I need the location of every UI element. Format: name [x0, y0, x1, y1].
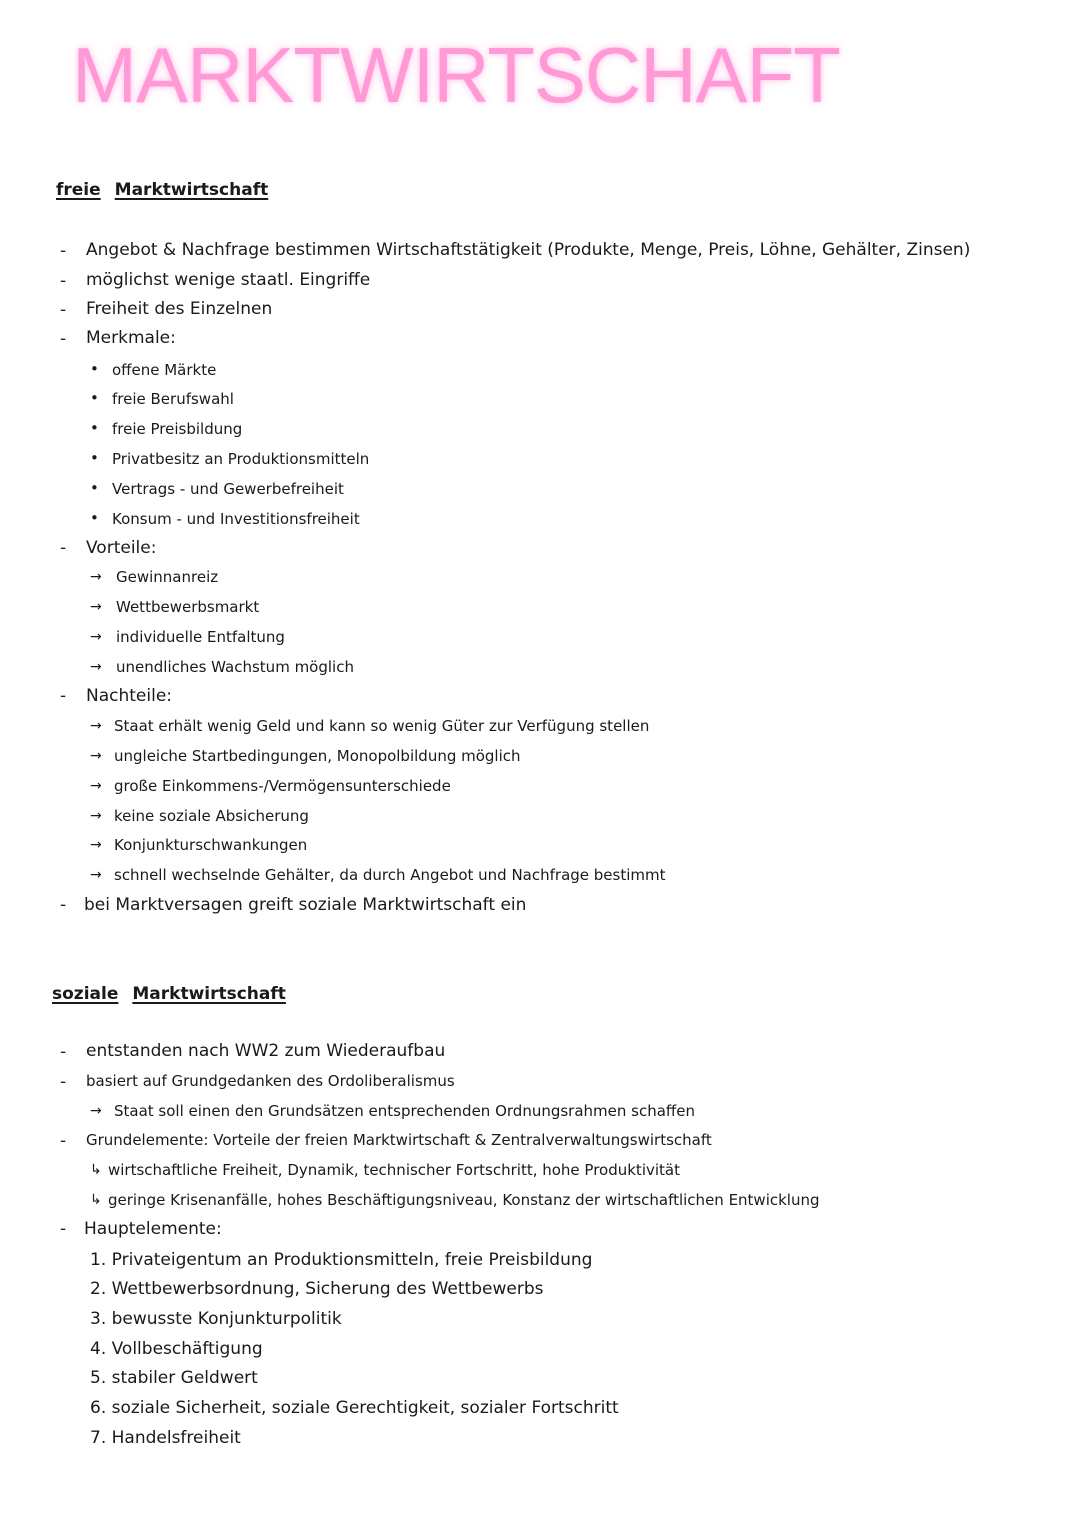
arrow-icon: →	[90, 659, 102, 675]
dash-bullet: -	[60, 1131, 67, 1151]
numbered-item: 5. stabiler Geldwert	[90, 1368, 258, 1388]
dash-bullet: -	[60, 271, 67, 291]
return-arrow-icon: ↳	[90, 1192, 102, 1208]
numbered-item: 6. soziale Sicherheit, soziale Gerechtigkeit, sozialer Fortschritt	[90, 1398, 619, 1418]
arrow-icon: →	[90, 718, 102, 734]
return-arrow-icon: ↳	[90, 1162, 102, 1178]
nachteil-item: keine soziale Absicherung	[114, 807, 309, 825]
nachteil-item: ungleiche Startbedingungen, Monopolbildung möglich	[114, 747, 521, 765]
arrow-icon: →	[90, 867, 102, 883]
nachteil-item: Staat erhält wenig Geld und kann so wenig Güter zur Verfügung stellen	[114, 717, 650, 735]
numbered-item: 7. Handelsfreiheit	[90, 1428, 241, 1448]
section-heading-freie	[56, 180, 268, 200]
merkmal-item: offene Märkte	[112, 361, 217, 379]
arrow-icon: →	[90, 808, 102, 824]
dash-bullet: -	[60, 1219, 67, 1239]
dash-bullet: -	[60, 1042, 67, 1062]
merkmal-item: freie Berufswahl	[112, 390, 234, 408]
dash-bullet: -	[60, 241, 67, 261]
hauptelemente-label: Hauptelemente:	[84, 1219, 222, 1239]
dot-bullet: •	[90, 389, 99, 407]
arrow-icon: →	[90, 778, 102, 794]
arrow-icon: →	[90, 837, 102, 853]
arrow-icon: →	[90, 599, 102, 615]
dot-bullet: •	[90, 449, 99, 467]
dash-bullet: -	[60, 895, 67, 915]
numbered-item: 4. Vollbeschäftigung	[90, 1339, 263, 1359]
heading-word-1: freie	[56, 180, 101, 200]
vorteil-item: Gewinnanreiz	[116, 568, 219, 586]
page-title: MARKTWIRTSCHAFT	[72, 31, 840, 119]
nachteil-item: große Einkommens-/Vermögensunterschiede	[114, 777, 451, 795]
list-item: Freiheit des Einzelnen	[86, 299, 273, 319]
arrow-icon: →	[90, 748, 102, 764]
merkmal-item: Privatbesitz an Produktionsmitteln	[112, 450, 370, 468]
vorteil-item: Wettbewerbsmarkt	[116, 598, 260, 616]
numbered-item: 3. bewusste Konjunkturpolitik	[90, 1309, 342, 1329]
section-heading-soziale	[52, 984, 286, 1004]
merkmal-item: Vertrags - und Gewerbefreiheit	[112, 480, 344, 498]
list-item: basiert auf Grundgedanken des Ordoliberalismus	[86, 1072, 455, 1090]
dash-bullet: -	[60, 300, 67, 320]
dash-bullet: -	[60, 329, 67, 349]
sub-item: geringe Krisenanfälle, hohes Beschäftigungsniveau, Konstanz der wirtschaftlichen Entwicklung	[108, 1191, 820, 1209]
nachteil-item: Konjunkturschwankungen	[114, 836, 308, 854]
dash-bullet: -	[60, 538, 67, 558]
list-item: Grundelemente: Vorteile der freien Marktwirtschaft & Zentralverwaltungswirtschaft	[86, 1131, 712, 1149]
list-item: bei Marktversagen greift soziale Marktwirtschaft ein	[84, 895, 527, 915]
list-item: entstanden nach WW2 zum Wiederaufbau	[86, 1041, 446, 1061]
merkmale-label: Merkmale:	[86, 328, 176, 348]
vorteil-item: individuelle Entfaltung	[116, 628, 285, 646]
dot-bullet: •	[90, 360, 99, 378]
vorteile-label: Vorteile:	[86, 538, 157, 558]
list-item: Angebot & Nachfrage bestimmen Wirtschaftstätigkeit (Produkte, Menge, Preis, Löhne, Gehälter, Zinsen)	[86, 240, 971, 260]
numbered-item: 2. Wettbewerbsordnung, Sicherung des Wettbewerbs	[90, 1279, 544, 1299]
sub-item: Staat soll einen den Grundsätzen entsprechenden Ordnungsrahmen schaffen	[114, 1102, 695, 1120]
nachteile-label: Nachteile:	[86, 686, 173, 706]
numbered-item: 1. Privateigentum an Produktionsmitteln, freie Preisbildung	[90, 1250, 593, 1270]
dot-bullet: •	[90, 479, 99, 497]
merkmal-item: Konsum - und Investitionsfreiheit	[112, 510, 360, 528]
heading-word-1: soziale	[52, 984, 119, 1004]
dash-bullet: -	[60, 1072, 67, 1092]
dot-bullet: •	[90, 419, 99, 437]
nachteil-item: schnell wechselnde Gehälter, da durch Angebot und Nachfrage bestimmt	[114, 866, 666, 884]
dash-bullet: -	[60, 686, 67, 706]
list-item: möglichst wenige staatl. Eingriffe	[86, 270, 371, 290]
heading-word-2: Marktwirtschaft	[114, 180, 269, 200]
merkmal-item: freie Preisbildung	[112, 420, 243, 438]
arrow-icon: →	[90, 1103, 102, 1119]
arrow-icon: →	[90, 569, 102, 585]
dot-bullet: •	[90, 509, 99, 527]
sub-item: wirtschaftliche Freiheit, Dynamik, technischer Fortschritt, hohe Produktivität	[108, 1161, 680, 1179]
heading-word-2: Marktwirtschaft	[132, 984, 286, 1004]
arrow-icon: →	[90, 629, 102, 645]
vorteil-item: unendliches Wachstum möglich	[116, 658, 354, 676]
